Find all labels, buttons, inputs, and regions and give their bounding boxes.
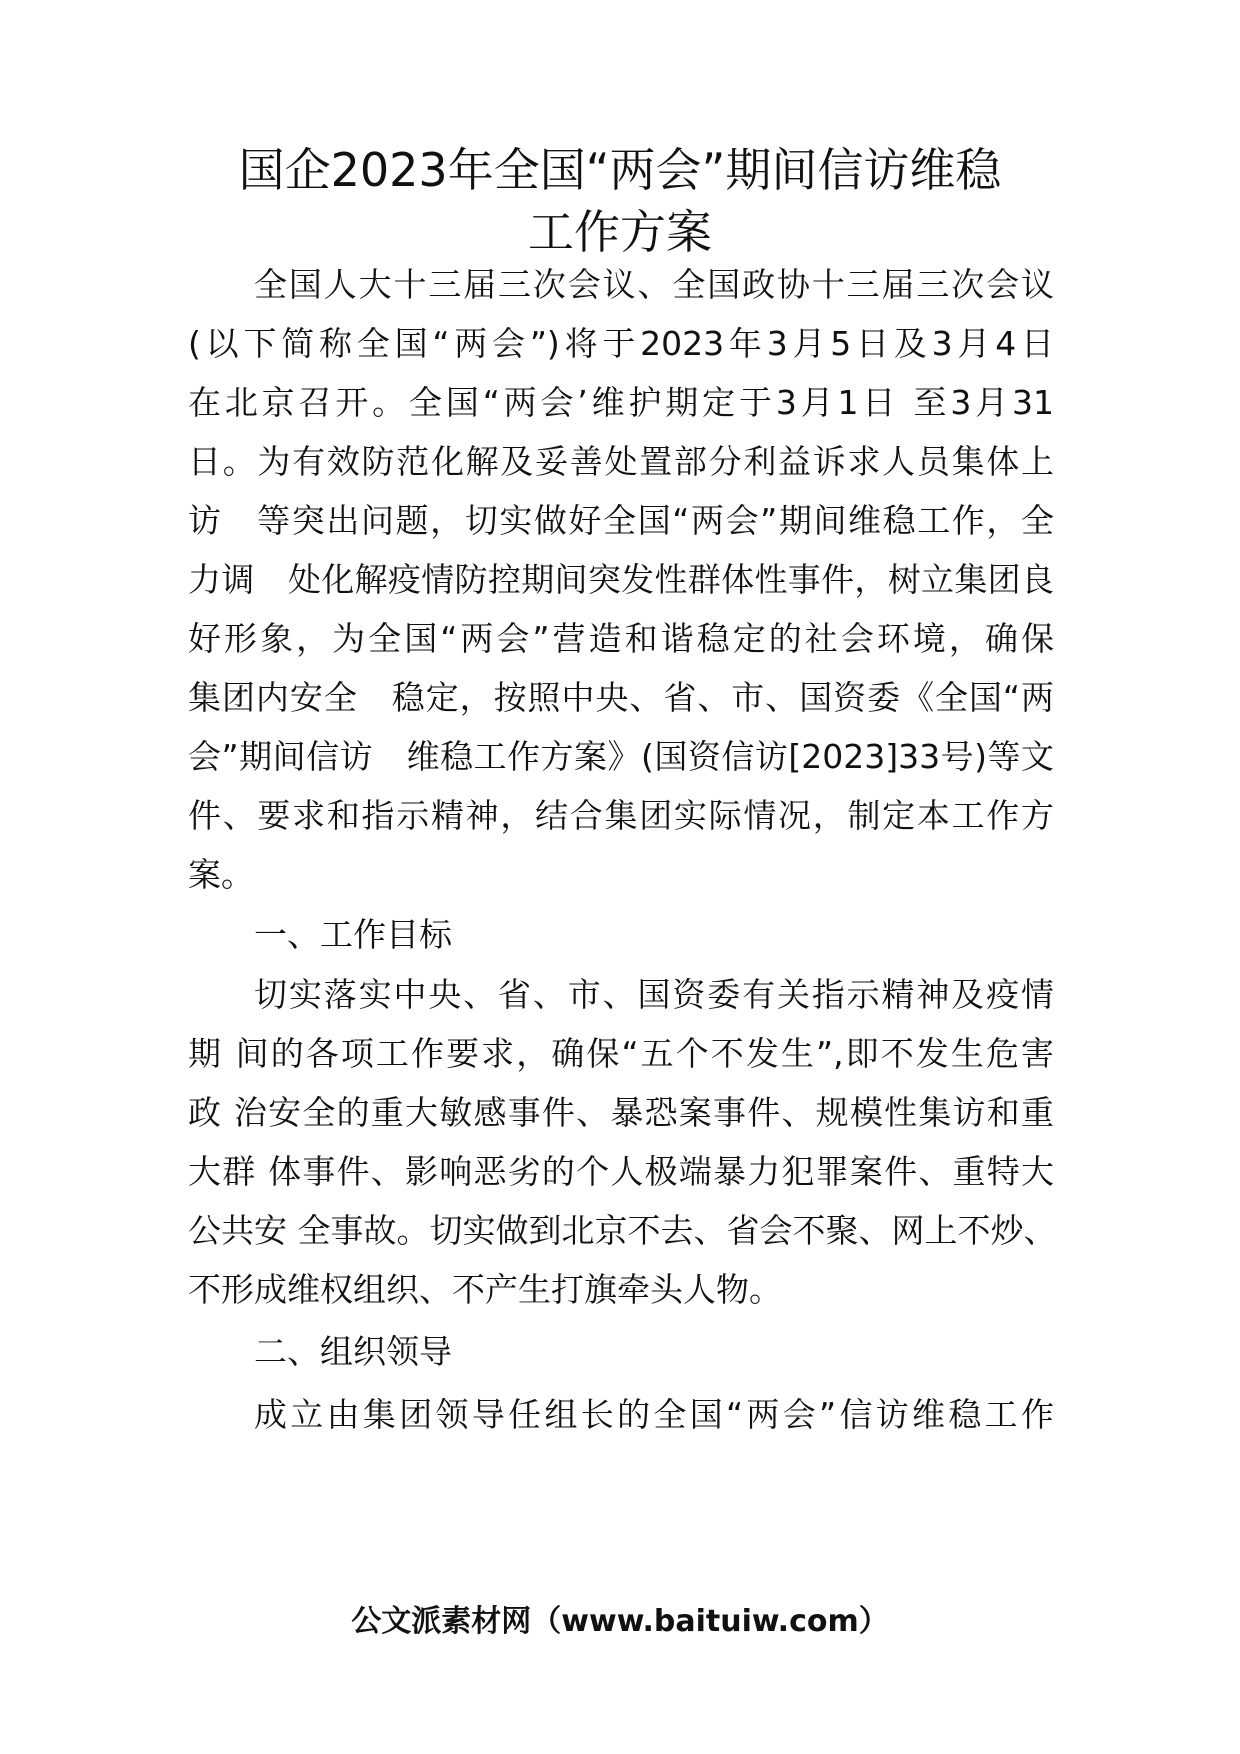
intro-paragraph-line: 会”期间信访 维稳工作方案》(国资信访[2023]33号)等文 [188,737,1054,776]
goals-paragraph-line: 不形成维权组织、不产生打旗牵头人物。 [188,1270,782,1309]
intro-paragraph-line: 在北京召开。全国“两会’维护期定于3月1日 至3月31 [188,383,1054,422]
goals-paragraph-line: 期 间的各项工作要求，确保“五个不发生”,即不发生危害 [188,1034,1054,1073]
organization-paragraph-line: 成立由集团领导任组长的全国“两会”信访维稳工作 [254,1395,1054,1434]
intro-paragraph-line: 访 等突出问题，切实做好全国“两会”期间维稳工作，全 [188,501,1054,540]
intro-paragraph-line: (以下简称全国“两会”)将于2023年3月5日及3月4日 [188,324,1054,363]
section-heading-organization: 二、组织领导 [254,1332,452,1371]
intro-paragraph-line: 好形象，为全国“两会”营造和谐稳定的社会环境，确保 [188,619,1054,658]
goals-paragraph-line: 切实落实中央、省、市、国资委有关指示精神及疫情 [254,975,1054,1014]
goals-paragraph-line: 大群 体事件、影响恶劣的个人极端暴力犯罪案件、重特大 [188,1152,1054,1191]
goals-paragraph-line: 政 治安全的重大敏感事件、暴恐案事件、规模性集访和重 [188,1093,1054,1132]
intro-paragraph-line: 日。为有效防范化解及妥善处置部分利益诉求人员集体上 [188,442,1054,481]
goals-paragraph-line: 公共安 全事故。切实做到北京不去、省会不聚、网上不炒、 [188,1211,1057,1250]
document-title-line-1: 国企2023年全国“两会”期间信访维稳 [238,143,1002,197]
intro-paragraph-line: 案。 [188,855,254,894]
intro-paragraph-line: 集团内安全 稳定，按照中央、省、市、国资委《全国“两 [188,678,1054,717]
footer-watermark: 公文派素材网（www.baituiw.com） [351,1604,889,1639]
intro-paragraph-line: 力调 处化解疫情防控期间突发性群体性事件，树立集团良 [188,560,1054,599]
intro-paragraph-line: 件、要求和指示精神，结合集团实际情况，制定本工作方 [188,796,1054,835]
document-title-line-2: 工作方案 [528,205,712,259]
section-heading-goals: 一、工作目标 [254,915,452,954]
intro-paragraph-line: 全国人大十三届三次会议、全国政协十三届三次会议 [254,265,1054,304]
